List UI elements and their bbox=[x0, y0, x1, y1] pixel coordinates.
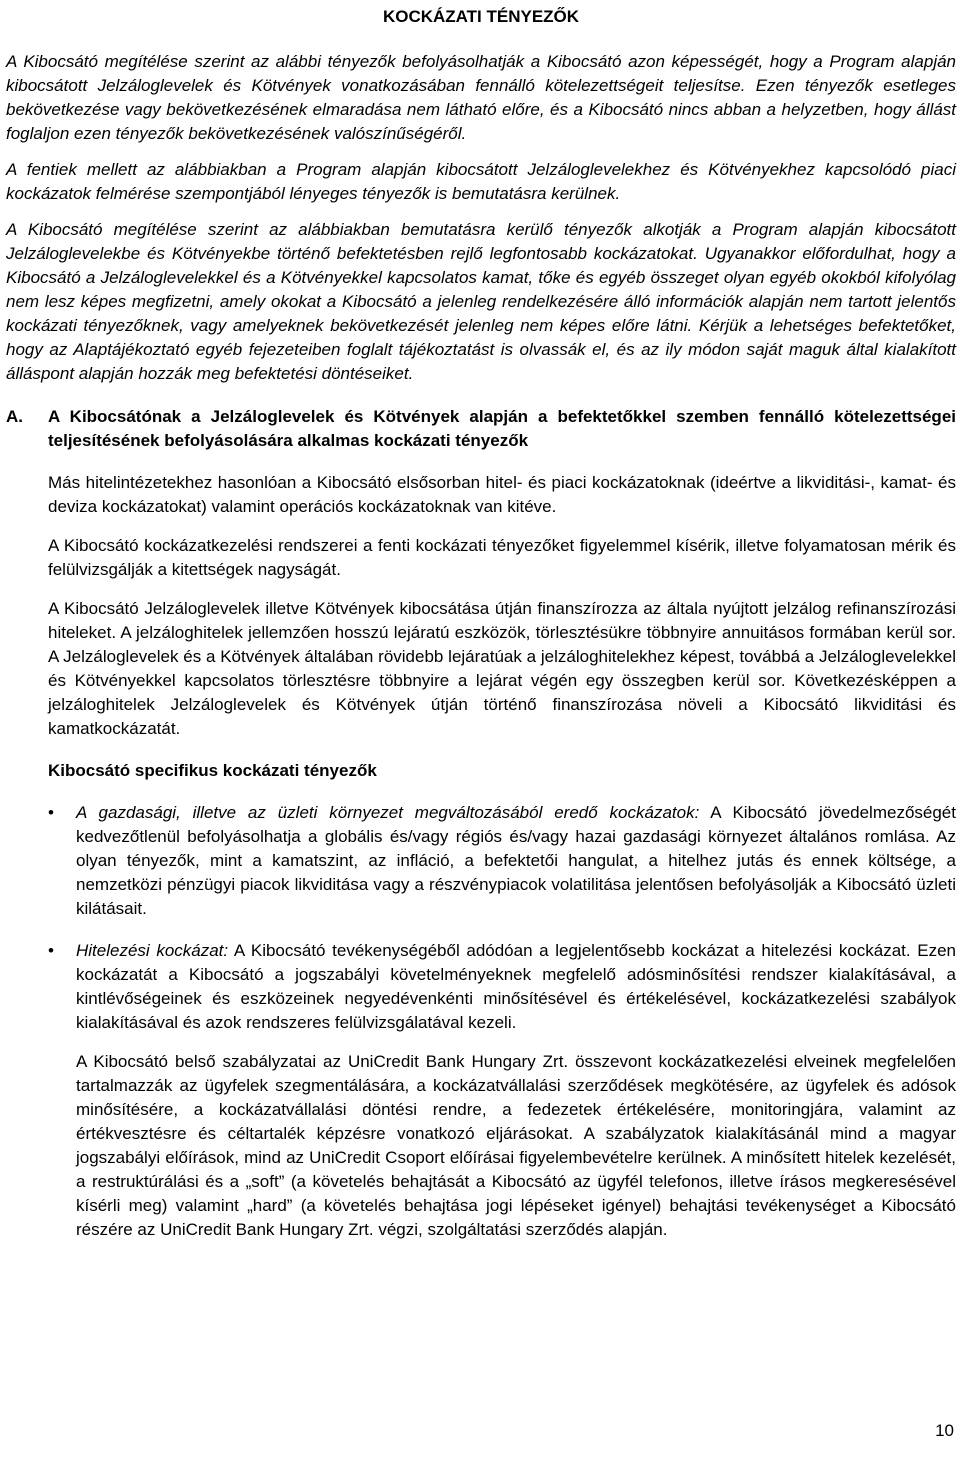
bullet-continuation bbox=[76, 1050, 956, 1242]
bullet-item bbox=[48, 801, 956, 921]
section-a-paragraph-1: Más hitelintézetekhez hasonlóan a Kibocsátó elsősorban hitel- és piaci kockázatoknak (ideértve a likviditási-, kamat- és deviza kockázatokat) valamint operációs kockázatoknak van kitéve. bbox=[48, 473, 956, 516]
bullet-dot-icon: • bbox=[48, 803, 54, 822]
bullet-item bbox=[48, 939, 956, 1035]
bullet-body: A Kibocsátó tevékenységéből adódóan a legjelentősebb kockázat a hitelezési kockázat. Ezen kockázatát a Kibocsátó a jogszabályi követelményeknek megfelelő adósminősítési rendszer kialakításával, a kintlévőségeinek és eszközeinek negyedévenkénti minősítésével és értékelésével, kockázatkezelési szabályok kialakításával és azok rendszeres felülvizsgálatával kezeli. bbox=[76, 941, 957, 1032]
bullet-body: A Kibocsátó jövedelmezőségét kedvezőtlenül befolyásolhatja a globális és/vagy régiós és/vagy hazai gazdasági környezet általános romlása. Az olyan tényezők, mint a kamatszint, az infláció, a befektetői hangulat, a hitelhez jutás és ennek költsége, a nemzetközi pénzügyi piacok likviditása vagy a részvénypiacok volatilitása jelentősen befolyásolják a Kibocsátó üzleti kilátásait. bbox=[76, 803, 956, 918]
bullet-text bbox=[76, 801, 956, 921]
page-number: 10 bbox=[935, 1421, 954, 1440]
page-title: KOCKÁZATI TÉNYEZŐK bbox=[382, 7, 580, 26]
intro-paragraph-1: A Kibocsátó megítélése szerint az alábbi tényezők befolyásolhatják a Kibocsátó azon képességét, hogy a Program alapján kibocsátott Jelzáloglevelek és Kötvények vonatkozásában fennálló kötelezettségeit teljesítse. Ezen tényezők esetleges bekövetkezése vagy bekövetkezésének elmaradása nem látható előre, és a Kibocsátó nincs abban a helyzetben, hogy állást foglaljon ezen tényezők bekövetkezésének valószínűségéről. bbox=[6, 52, 956, 143]
closing-paragraph: A Kibocsátó belső szabályzatai az UniCredit Bank Hungary Zrt. összevont kockázatkezelési elveinek megfelelően tartalmazzák az ügyfelek szegmentálására, a kockázatvállalási szerződések megkötésére, az ügyfelek és adósok minősítésére, a kockázatvállalási döntési rendre, a fedezetek értékelésére, monitoringjára, valamint az értékvesztésre és céltartalék képzésre vonatkozó eljárásokat. A szabályzatok kialakításánál mind a magyar jogszabályi előírások, mind az UniCredit Csoport előírásai figyelembevételre kerülnek. A minősített hitelek kezelését, a restruktúrálási és a „soft” (a követelés behajtását a Kibocsátó az ügyfél telefonos, illetve írásos megkeresésével kísérli meg) valamint „hard” (a követelés behajtása jogi lépéseket igényel) behajtási tevékenységet a Kibocsátó részére az UniCredit Bank Hungary Zrt. végzi, szolgáltatási szerződés alapján. bbox=[76, 1052, 956, 1239]
section-a-heading-row bbox=[6, 405, 956, 453]
section-a-body bbox=[48, 471, 956, 1242]
section-a-paragraph-2: A Kibocsátó kockázatkezelési rendszerei a fenti kockázati tényezőket figyelemmel kísérik, illetve folyamatosan mérik és felülvizsgálják a kitettségek nagyságát. bbox=[48, 536, 956, 579]
intro-section bbox=[6, 50, 956, 386]
section-a-paragraph-3: A Kibocsátó Jelzáloglevelek illetve Kötvények kibocsátása útján finanszírozza az általa nyújtott jelzálog refinanszírozási hiteleket. A jelzáloghitelek jellemzően hosszú lejáratú eszközök, törlesztésükre többnyire annuitásos formában kerül sor. A Jelzáloglevelek és a Kötvények általában rövidebb lejáratúak a jelzáloghitelekhez képest, továbbá a Jelzáloglevelekkel és Kötvényekkel kapcsolatos törlesztésre többnyire a lejárat végén egy összegben kerül sor. Következésképpen a jelzáloghitelek Jelzáloglevelek és Kötvények útján történő finanszírozása növeli a Kibocsátó likviditási és kamatkockázatát. bbox=[48, 599, 956, 738]
section-a-letter: A. bbox=[6, 407, 23, 426]
bullet-lead: A gazdasági, illetve az üzleti környezet megváltozásából eredő kockázatok: bbox=[76, 803, 700, 822]
intro-paragraph-2: A fentiek mellett az alábbiakban a Program alapján kibocsátott Jelzáloglevelekhez és Kötvényekhez kapcsolódó piaci kockázatok felmérése szempontjából lényeges tényezők is bemutatásra kerülnek. bbox=[6, 160, 956, 203]
bullet-text bbox=[76, 939, 956, 1035]
section-a-heading: A Kibocsátónak a Jelzáloglevelek és Kötvények alapján a befektetőkkel szemben fennálló kötelezettségei teljesítésének befolyásolására alkalmas kockázati tényezők bbox=[48, 407, 956, 450]
subsection-heading: Kibocsátó specifikus kockázati tényezők bbox=[48, 761, 377, 780]
bullet-lead: Hitelezési kockázat: bbox=[76, 941, 229, 960]
bullet-dot-icon: • bbox=[48, 941, 54, 960]
intro-paragraph-3: A Kibocsátó megítélése szerint az alábbiakban bemutatásra kerülő tényezők alkotják a Program alapján kibocsátott Jelzáloglevelekbe és Kötvényekbe történő befektetésben rejlő legfontosabb kockázatokat. Ugyanakkor előfordulhat, hogy a Kibocsátó a Jelzáloglevelekkel és a Kötvényekkel kapcsolatos kamat, tőke és egyéb összeget olyan egyéb okokból kifolyólag nem lesz képes megfizetni, amely okokat a Kibocsátó a jelenleg rendelkezésére álló információk alapján nem tartott jelentős kockázati tényezőknek, vagy amelyeknek bekövetkezését jelenleg nem képes előre látni. Kérjük a lehetséges befektetőket, hogy az Alaptájékoztató egyéb fejezeteiben foglalt tájékoztatást is olvassák el, és az ily módon saját maguk által kialakított álláspont alapján hozzák meg befektetési döntéseiket. bbox=[6, 220, 956, 383]
document-page bbox=[6, 0, 956, 1467]
